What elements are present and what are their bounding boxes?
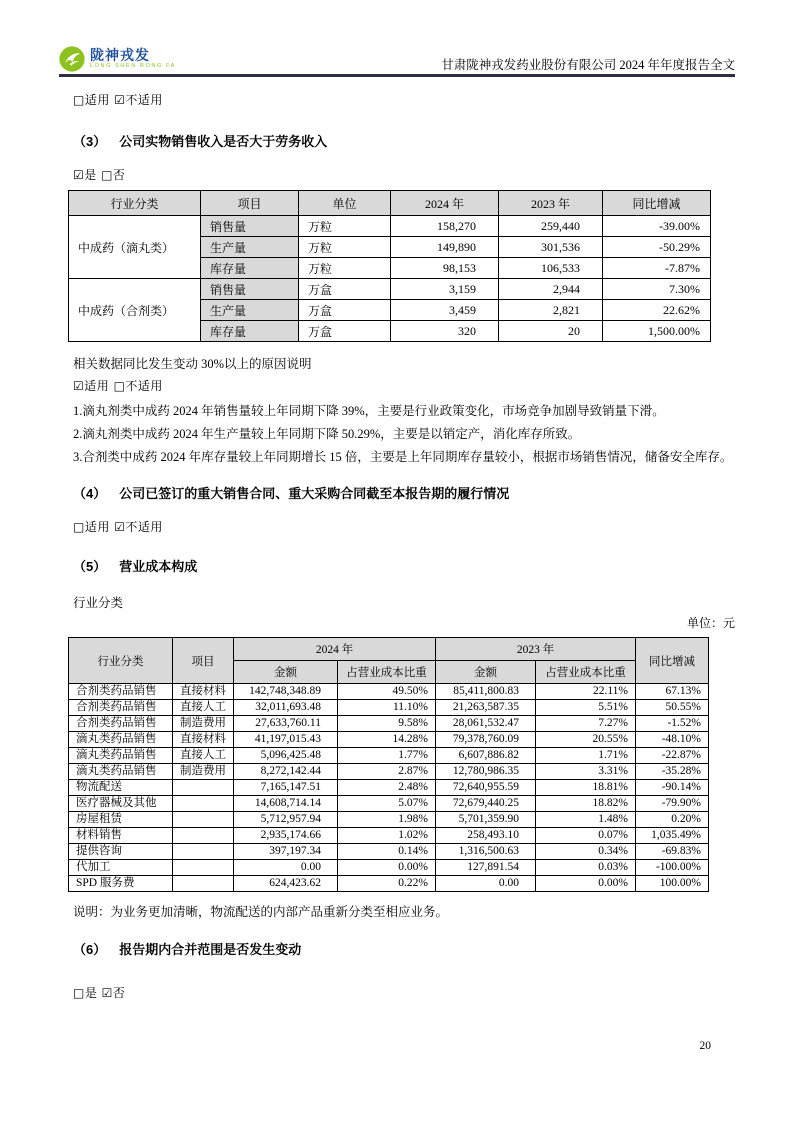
ratio-2024-cell: 0.22% bbox=[338, 876, 436, 892]
amount-2023-cell: 72,679,440.25 bbox=[436, 796, 536, 812]
col-header-4: 2023 年 bbox=[499, 191, 603, 216]
operating-cost-table-body bbox=[69, 684, 709, 892]
table-row bbox=[69, 732, 709, 748]
yoy-cell: -48.10% bbox=[636, 732, 709, 748]
industry-cell: 代加工 bbox=[69, 860, 173, 876]
amount-2024-cell: 5,712,957.94 bbox=[234, 812, 338, 828]
value-2023-cell: 301,536 bbox=[499, 237, 603, 258]
company-logo bbox=[59, 46, 176, 72]
amount-2024-cell: 7,165,147.51 bbox=[234, 780, 338, 796]
header-rule bbox=[59, 74, 735, 77]
unit-cell: 万盒 bbox=[299, 279, 391, 300]
amount-2023-cell: 28,061,532.47 bbox=[436, 716, 536, 732]
ratio-2023-cell: 0.03% bbox=[536, 860, 636, 876]
amount-2024-cell: 397,197.34 bbox=[234, 844, 338, 860]
yoy-cell: 7.30% bbox=[603, 279, 711, 300]
table-row bbox=[69, 764, 709, 780]
table-row bbox=[69, 684, 709, 700]
ratio-2023-cell: 0.07% bbox=[536, 828, 636, 844]
item-cell: 制造费用 bbox=[173, 764, 234, 780]
item-cell: 直接人工 bbox=[173, 748, 234, 764]
col-header-3: 2024 年 bbox=[391, 191, 499, 216]
unit-cell: 万盒 bbox=[299, 300, 391, 321]
page-number: 20 bbox=[699, 1040, 711, 1052]
ratio-2024-cell: 1.98% bbox=[338, 812, 436, 828]
section-6-number: （6） bbox=[73, 942, 107, 957]
industry-cell: 材料销售 bbox=[69, 828, 173, 844]
table-row bbox=[69, 860, 709, 876]
item-cell: 制造费用 bbox=[173, 716, 234, 732]
industry-cell: 提供咨询 bbox=[69, 844, 173, 860]
table-row bbox=[69, 876, 709, 892]
ratio-2024-cell: 49.50% bbox=[338, 684, 436, 700]
item-cell: 销售量 bbox=[201, 279, 299, 300]
yoy-cell: 100.00% bbox=[636, 876, 709, 892]
ratio-2023-cell: 7.27% bbox=[536, 716, 636, 732]
amount-2023-cell: 127,891.54 bbox=[436, 860, 536, 876]
ratio-2023-cell: 1.48% bbox=[536, 812, 636, 828]
amount-2023-cell: 85,411,800.83 bbox=[436, 684, 536, 700]
ratio-2023-cell: 0.34% bbox=[536, 844, 636, 860]
value-2024-cell: 3,459 bbox=[391, 300, 499, 321]
amount-2023-cell: 0.00 bbox=[436, 876, 536, 892]
ratio-2023-cell: 18.82% bbox=[536, 796, 636, 812]
amount-2023-cell: 5,701,359.90 bbox=[436, 812, 536, 828]
industry-cell: 滴丸类药品销售 bbox=[69, 764, 173, 780]
yoy-cell: -39.00% bbox=[603, 216, 711, 237]
section-3-title: 公司实物销售收入是否大于劳务收入 bbox=[119, 134, 328, 149]
ratio-2024-cell: 0.00% bbox=[338, 860, 436, 876]
item-cell: 库存量 bbox=[201, 258, 299, 279]
unit-cell: 万盒 bbox=[299, 321, 391, 342]
section-6-heading bbox=[73, 939, 735, 958]
industry-cell: 滴丸类药品销售 bbox=[69, 748, 173, 764]
change-reason-1: 1.滴丸剂类中成药 2024 年销售量较上年同期下降 39%，主要是行业政策变化，市场竞争加剧导致销量下滑。 bbox=[73, 404, 665, 418]
industry-cell: 物流配送 bbox=[69, 780, 173, 796]
amount-2023-cell: 21,263,587.35 bbox=[436, 700, 536, 716]
item-cell bbox=[173, 780, 234, 796]
item-cell: 直接材料 bbox=[173, 732, 234, 748]
category-cell: 中成药（滴丸类） bbox=[69, 216, 201, 279]
amount-2024-cell: 2,935,174.66 bbox=[234, 828, 338, 844]
change-reason-3: 3.合剂类中成药 2024 年库存量较上年同期增长 15 倍，主要是上年同期库存量较小，根据市场销售情况，储备安全库存。 bbox=[73, 450, 733, 464]
item-cell bbox=[173, 860, 234, 876]
amount-2023-cell: 79,378,760.09 bbox=[436, 732, 536, 748]
brand-name-cn: 陇神戎发 bbox=[90, 47, 150, 64]
industry-cell: SPD 服务费 bbox=[69, 876, 173, 892]
table-row bbox=[69, 748, 709, 764]
ratio-2024-cell: 2.87% bbox=[338, 764, 436, 780]
value-2023-cell: 2,821 bbox=[499, 300, 603, 321]
change-reason-note-title: 相关数据同比发生变动 30%以上的原因说明 bbox=[73, 357, 312, 371]
item-cell bbox=[173, 876, 234, 892]
yoy-cell: 1,500.00% bbox=[603, 321, 711, 342]
ratio-2024-cell: 2.48% bbox=[338, 780, 436, 796]
yoy-cell: -35.28% bbox=[636, 764, 709, 780]
yoy-cell: 67.13% bbox=[636, 684, 709, 700]
section-5-title: 营业成本构成 bbox=[119, 559, 198, 574]
item-cell: 库存量 bbox=[201, 321, 299, 342]
item-cell bbox=[173, 796, 234, 812]
table-row bbox=[69, 716, 709, 732]
amount-2023-cell: 12,780,986.35 bbox=[436, 764, 536, 780]
section-3-number: （3） bbox=[73, 134, 107, 149]
value-2023-cell: 2,944 bbox=[499, 279, 603, 300]
table-row bbox=[69, 812, 709, 828]
category-cell: 中成药（合剂类） bbox=[69, 279, 201, 342]
logo-wordmark bbox=[90, 48, 176, 70]
ratio-2023-cell: 18.81% bbox=[536, 780, 636, 796]
ratio-2024-cell: 1.77% bbox=[338, 748, 436, 764]
table-row bbox=[69, 700, 709, 716]
industry-cell: 滴丸类药品销售 bbox=[69, 732, 173, 748]
yoy-cell: 22.62% bbox=[603, 300, 711, 321]
ratio-2023-cell: 0.00% bbox=[536, 876, 636, 892]
amount-2023-cell: 72,640,955.59 bbox=[436, 780, 536, 796]
change-reason-2: 2.滴丸剂类中成药 2024 年生产量较上年同期下降 50.29%，主要是以销定产，消化库存所致。 bbox=[73, 427, 581, 441]
yoy-cell: 1,035.49% bbox=[636, 828, 709, 844]
amount-2024-cell: 142,748,348.89 bbox=[234, 684, 338, 700]
value-2024-cell: 3,159 bbox=[391, 279, 499, 300]
ratio-2024-cell: 0.14% bbox=[338, 844, 436, 860]
industry-cell: 房屋租赁 bbox=[69, 812, 173, 828]
yoy-cell: -79.90% bbox=[636, 796, 709, 812]
value-2024-cell: 149,890 bbox=[391, 237, 499, 258]
section-4-number: （4） bbox=[73, 486, 107, 501]
col-header-amount-2023: 金额 bbox=[436, 661, 536, 684]
item-cell: 直接人工 bbox=[173, 700, 234, 716]
section-3-yesno-checkbox-line: ☑是 □否 bbox=[73, 168, 126, 182]
col-header-0: 行业分类 bbox=[69, 191, 201, 216]
value-2023-cell: 106,533 bbox=[499, 258, 603, 279]
table-row bbox=[69, 780, 709, 796]
item-cell bbox=[173, 812, 234, 828]
col-header-2: 单位 bbox=[299, 191, 391, 216]
yoy-cell: -90.14% bbox=[636, 780, 709, 796]
value-2023-cell: 20 bbox=[499, 321, 603, 342]
col-header-ratio-2024: 占营业成本比重 bbox=[338, 661, 436, 684]
amount-2024-cell: 32,011,693.48 bbox=[234, 700, 338, 716]
yoy-cell: -50.29% bbox=[603, 237, 711, 258]
amount-2024-cell: 0.00 bbox=[234, 860, 338, 876]
section-4-title: 公司已签订的重大销售合同、重大采购合同截至本报告期的履行情况 bbox=[119, 486, 510, 501]
ratio-2023-cell: 1.71% bbox=[536, 748, 636, 764]
amount-2024-cell: 5,096,425.48 bbox=[234, 748, 338, 764]
item-cell bbox=[173, 844, 234, 860]
item-cell bbox=[173, 828, 234, 844]
col-header-amount-2024: 金额 bbox=[234, 661, 338, 684]
section-5-number: （5） bbox=[73, 559, 107, 574]
yoy-cell: -1.52% bbox=[636, 716, 709, 732]
logo-bird-icon bbox=[59, 46, 85, 72]
table-row bbox=[69, 796, 709, 812]
amount-2024-cell: 41,197,015.43 bbox=[234, 732, 338, 748]
cost-table-note: 说明：为业务更加清晰，物流配送的内部产品重新分类至相应业务。 bbox=[73, 905, 449, 919]
operating-cost-table bbox=[68, 637, 709, 892]
col-header-item: 项目 bbox=[173, 638, 234, 684]
amount-2024-cell: 624,423.62 bbox=[234, 876, 338, 892]
col-header-yoy: 同比增减 bbox=[636, 638, 709, 684]
section-4-heading bbox=[73, 483, 735, 502]
value-2024-cell: 320 bbox=[391, 321, 499, 342]
section-3-heading bbox=[73, 131, 735, 150]
operating-cost-table-head bbox=[69, 638, 709, 684]
section-4-checkbox-line: □适用 ☑不适用 bbox=[73, 520, 163, 534]
yoy-cell: -69.83% bbox=[636, 844, 709, 860]
table-row bbox=[69, 216, 711, 237]
col-header-2023: 2023 年 bbox=[436, 638, 636, 661]
unit-label: 单位：元 bbox=[686, 616, 735, 630]
amount-2023-cell: 6,607,886.82 bbox=[436, 748, 536, 764]
document-title: 甘肃陇神戎发药业股份有限公司 2024 年年度报告全文 bbox=[441, 58, 735, 72]
yoy-cell: -100.00% bbox=[636, 860, 709, 876]
value-2024-cell: 158,270 bbox=[391, 216, 499, 237]
ratio-2024-cell: 11.10% bbox=[338, 700, 436, 716]
ratio-2023-cell: 20.55% bbox=[536, 732, 636, 748]
col-header-2024: 2024 年 bbox=[234, 638, 436, 661]
ratio-2023-cell: 5.51% bbox=[536, 700, 636, 716]
applicability-checkbox-line-top: □适用 ☑不适用 bbox=[73, 93, 163, 107]
ratio-2024-cell: 1.02% bbox=[338, 828, 436, 844]
change-reason-checkbox-line: ☑适用 □不适用 bbox=[73, 379, 163, 393]
section-6-title: 报告期内合并范围是否发生变动 bbox=[119, 942, 302, 957]
section-6-yesno-checkbox-line: □是 ☑否 bbox=[73, 986, 126, 1000]
unit-cell: 万粒 bbox=[299, 216, 391, 237]
item-cell: 直接材料 bbox=[173, 684, 234, 700]
yoy-cell: 50.55% bbox=[636, 700, 709, 716]
ratio-2024-cell: 5.07% bbox=[338, 796, 436, 812]
yoy-cell: -22.87% bbox=[636, 748, 709, 764]
table-row bbox=[69, 844, 709, 860]
table-row bbox=[69, 279, 711, 300]
ratio-2024-cell: 14.28% bbox=[338, 732, 436, 748]
amount-2024-cell: 8,272,142.44 bbox=[234, 764, 338, 780]
physical-sales-table bbox=[68, 190, 711, 342]
amount-2023-cell: 258,493.10 bbox=[436, 828, 536, 844]
amount-2024-cell: 14,608,714.14 bbox=[234, 796, 338, 812]
physical-sales-table-body bbox=[69, 216, 711, 342]
unit-cell: 万粒 bbox=[299, 258, 391, 279]
yoy-cell: 0.20% bbox=[636, 812, 709, 828]
industry-cell: 合剂类药品销售 bbox=[69, 716, 173, 732]
col-header-ratio-2023: 占营业成本比重 bbox=[536, 661, 636, 684]
section-5-heading bbox=[73, 556, 735, 575]
item-cell: 生产量 bbox=[201, 300, 299, 321]
amount-2023-cell: 1,316,500.63 bbox=[436, 844, 536, 860]
industry-cell: 合剂类药品销售 bbox=[69, 684, 173, 700]
col-header-industry: 行业分类 bbox=[69, 638, 173, 684]
unit-cell: 万粒 bbox=[299, 237, 391, 258]
industry-cell: 医疗器械及其他 bbox=[69, 796, 173, 812]
ratio-2023-cell: 3.31% bbox=[536, 764, 636, 780]
amount-2024-cell: 27,633,760.11 bbox=[234, 716, 338, 732]
ratio-2024-cell: 9.58% bbox=[338, 716, 436, 732]
ratio-2023-cell: 22.11% bbox=[536, 684, 636, 700]
industry-cell: 合剂类药品销售 bbox=[69, 700, 173, 716]
item-cell: 生产量 bbox=[201, 237, 299, 258]
brand-name-en: LONG SHEN RONG FA bbox=[90, 63, 176, 70]
item-cell: 销售量 bbox=[201, 216, 299, 237]
value-2023-cell: 259,440 bbox=[499, 216, 603, 237]
table-row bbox=[69, 828, 709, 844]
value-2024-cell: 98,153 bbox=[391, 258, 499, 279]
col-header-1: 项目 bbox=[201, 191, 299, 216]
industry-classification-label: 行业分类 bbox=[73, 596, 124, 610]
col-header-5: 同比增减 bbox=[603, 191, 711, 216]
physical-sales-table-head bbox=[69, 191, 711, 216]
yoy-cell: -7.87% bbox=[603, 258, 711, 279]
